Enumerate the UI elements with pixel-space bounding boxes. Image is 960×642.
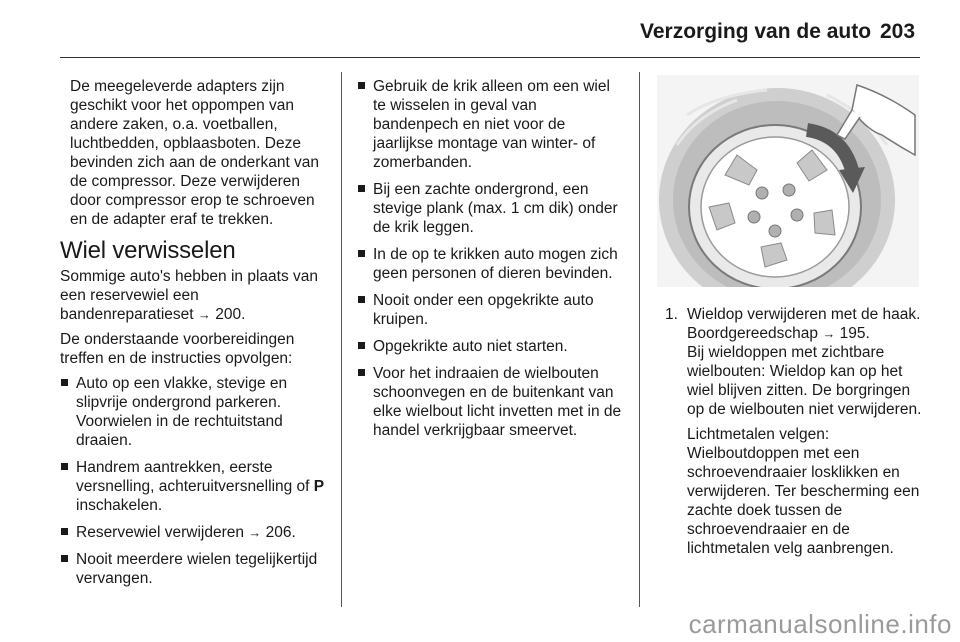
arrow-ref-icon: → xyxy=(248,525,262,540)
safety-list xyxy=(357,77,625,440)
column-divider-1 xyxy=(341,72,342,607)
list-item xyxy=(60,523,328,542)
column-1 xyxy=(60,77,328,596)
gear-p-label: P xyxy=(313,478,325,495)
preparation-list xyxy=(60,374,328,588)
arrow-ref-icon: → xyxy=(822,326,836,341)
step-number: 1. xyxy=(665,306,678,323)
steps-list xyxy=(665,305,923,558)
list-item: Voor het indraaien de wielbouten schoonvegen en de buitenkant van elke wielbout licht invetten met in de handel verkrijgbaar smeervet. xyxy=(357,364,625,440)
page-ref-link[interactable]: 195. xyxy=(839,325,870,342)
list-item-suffix: inschakelen. xyxy=(76,497,163,514)
intro-paragraph: De meegeleverde adapters zijn geschikt voor het oppompen van andere zaken, o.a. voetballen, luchtbedden, opblaasboten. Deze bevinden zich aan de onderkant van de compressor. Deze verwijderen door compressor erop te schroeven en de adapter eraf te trekken. xyxy=(70,78,320,228)
step-paragraph-alloy-rims: Lichtmetalen velgen: Wielboutdoppen met een schroevendraaier losklikken en verwijderen. Ter bescherming een zachte doek tussen de schroevendraaier en de lichtmetalen velg aanbrengen. xyxy=(687,426,920,557)
section-title: Wiel verwisselen xyxy=(60,237,236,264)
step-paragraph-wheel-bolts: Bij wieldoppen met zichtbare wielbouten: Wieldop kan op het wiel blijven zitten. De borgringen op de wielbouten niet verwijderen. xyxy=(687,344,922,418)
page-ref-link[interactable]: 206. xyxy=(265,524,296,541)
list-item: Gebruik de krik alleen om een wiel te wisselen in geval van bandenpech en niet voor de jaarlijkse montage van winter- of zomerbanden. xyxy=(357,77,625,172)
column-2 xyxy=(357,77,625,448)
list-item xyxy=(60,458,328,515)
list-item: Bij een zachte ondergrond, een stevige plank (max. 1 cm dik) onder de krik leggen. xyxy=(357,180,625,237)
list-item-text: Reservewiel verwijderen xyxy=(76,524,244,541)
paragraph-preparations: De onderstaande voorbereidingen treffen en de instructies opvolgen: xyxy=(60,331,295,367)
step-item xyxy=(665,305,923,558)
step-text: Wieldop verwijderen met de haak. Boordgereedschap xyxy=(687,306,921,342)
list-item: Nooit meerdere wielen tegelijkertijd vervangen. xyxy=(60,550,328,588)
list-item: Nooit onder een opgekrikte auto kruipen. xyxy=(357,291,625,329)
paragraph-repair-kit xyxy=(60,267,328,324)
list-item-text: Handrem aantrekken, eerste versnelling, achteruitversnelling of xyxy=(76,459,310,495)
column-divider-2 xyxy=(639,72,640,607)
paragraph-repair-kit-text: Sommige auto's hebben in plaats van een reservewiel een bandenreparatieset xyxy=(60,268,319,323)
list-item: In de op te krikken auto mogen zich geen personen of dieren bevinden. xyxy=(357,245,625,283)
header-rule xyxy=(60,57,920,58)
page-ref-link[interactable]: 200. xyxy=(215,306,246,323)
wheel-cover-illustration xyxy=(657,75,919,287)
arrow-ref-icon: → xyxy=(197,307,211,322)
page-number: 203 xyxy=(880,20,916,43)
list-item: Opgekrikte auto niet starten. xyxy=(357,337,625,356)
list-item: Auto op een vlakke, stevige en slipvrije ondergrond parkeren. Voorwielen in de rechtuitstand draaien. xyxy=(60,374,328,450)
header-title: Verzorging van de auto xyxy=(640,20,872,43)
column-3 xyxy=(665,305,923,564)
watermark: carmanualsonline.info xyxy=(688,609,952,639)
